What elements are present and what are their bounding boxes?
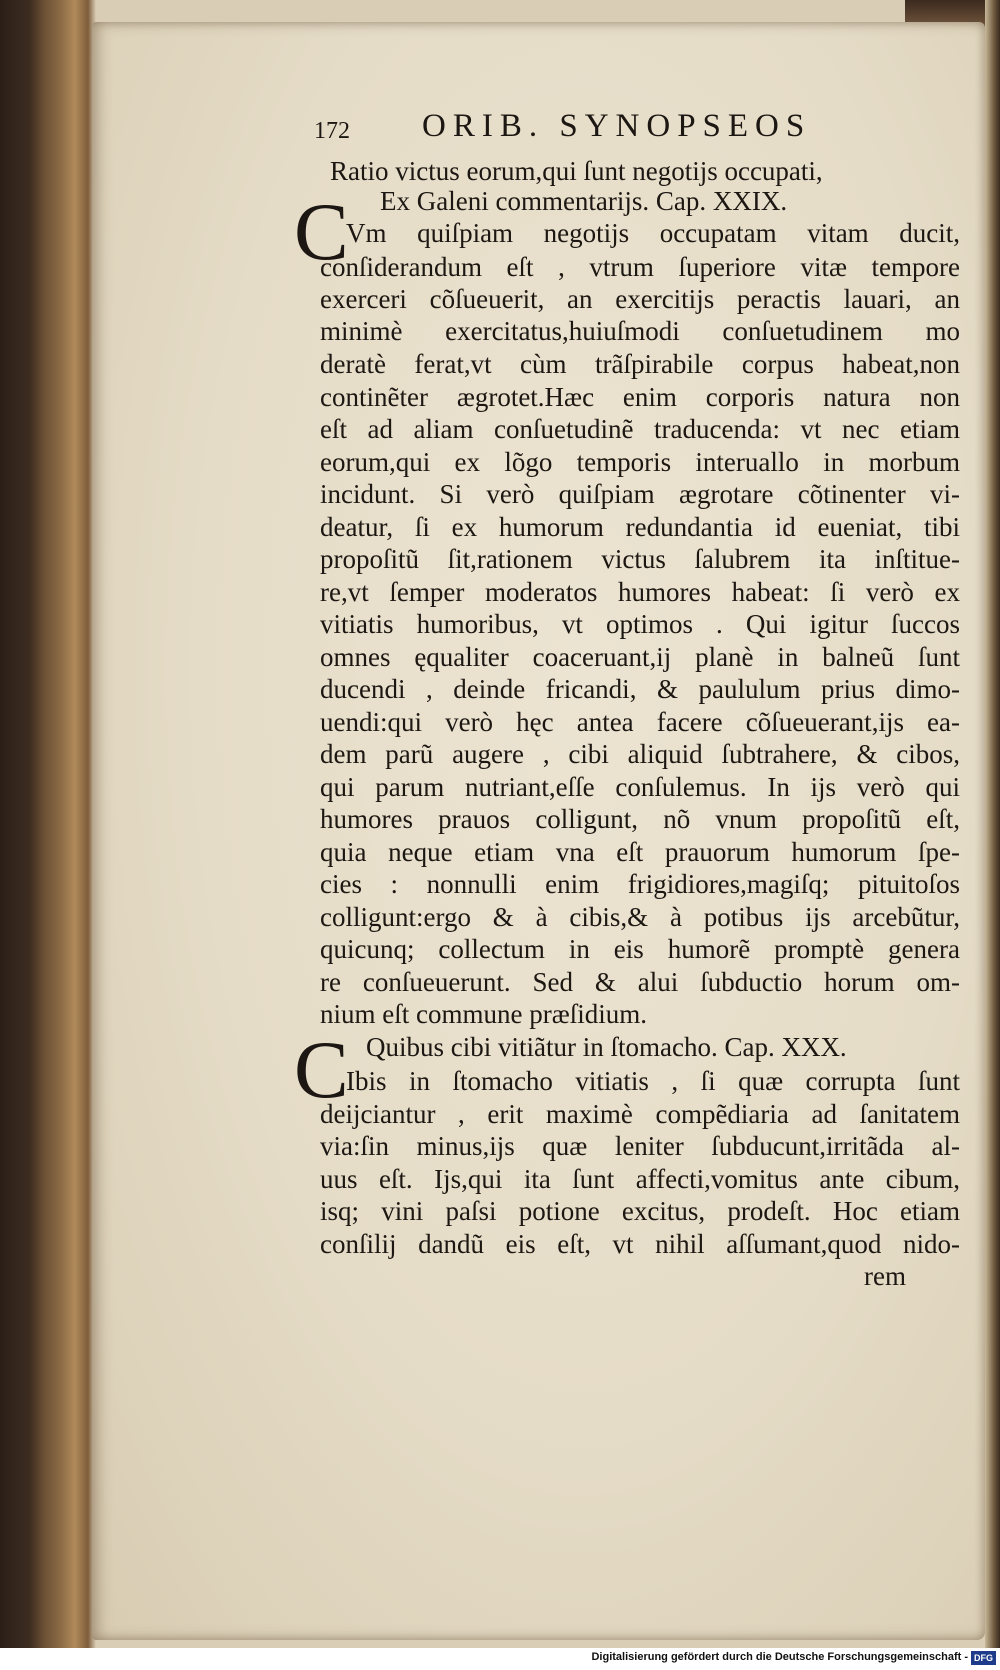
chapter-29-line-21: cies : nonnulli enim frigidiores,magiſq; pituitoſos: [320, 869, 960, 899]
chapter-29-line-8: eorum,qui ex lõgo temporis interuallo in morbum: [320, 447, 960, 477]
chapter-30-line-1: Ibis in ſtomacho vitiatis , ſi quæ corrupta ſunt: [346, 1066, 960, 1096]
drop-cap-c-2: C: [294, 1024, 349, 1115]
chapter-30-line-5: isq; vini paſsi potione excitus, prodeſt. Hoc etiam: [320, 1196, 960, 1226]
chapter-29-line-10: deatur, ſi ex humorum redundantia id eueniat, tibi: [320, 512, 960, 542]
chapter-30-line-2: deijciantur , erit maximè compẽdiaria ad ſanitatem: [320, 1099, 960, 1129]
chapter-30-heading: Quibus cibi vitiãtur in ſtomacho. Cap. XXX.: [366, 1032, 847, 1062]
chapter-29-line-5: deratè ferat,vt cùm trãſpirabile corpus habeat,non: [320, 349, 960, 379]
digitization-credit-bar: [0, 1648, 1000, 1670]
chapter-29-line-6: continẽter ægrotet.Hæc enim corporis natura non: [320, 382, 960, 412]
chapter-29-line-19: humores prauos colligunt, nõ vnum propoſitũ eſt,: [320, 804, 960, 834]
chapter-30-line-4: uus eſt. Ijs,qui ita ſunt affecti,vomitus ante cibum,: [320, 1164, 960, 1194]
chapter-29-line-18: qui parum nutriant,eſſe conſulemus. In ijs verò qui: [320, 772, 960, 802]
chapter-29-line-17: dem parũ augere , cibi aliquid ſubtrahere, & cibos,: [320, 739, 960, 769]
catchword: rem: [864, 1261, 906, 1291]
chapter-29-heading-2: Ex Galeni commentarijs. Cap. XXIX.: [380, 186, 788, 216]
chapter-29-line-15: ducendi , deinde fricandi, & paululum prius dimo-: [320, 674, 960, 704]
chapter-29-line-25: nium eſt commune præſidium.: [320, 999, 647, 1029]
page-number: 172: [314, 118, 350, 144]
chapter-29-line-20: quia neque etiam vna eſt prauorum humorum ſpe-: [320, 837, 960, 867]
chapter-29-line-4: minimè exercitatus,huiuſmodi conſuetudinem mo: [320, 316, 960, 346]
chapter-29-line-1: Vm quiſpiam negotijs occupatam vitam ducit,: [346, 218, 960, 248]
book-edge-right: [985, 0, 1000, 1670]
chapter-29-line-12: re,vt ſemper moderatos humores habeat: ſi verò ex: [320, 577, 960, 607]
chapter-29-line-9: incidunt. Si verò quiſpiam ægrotare cõtinenter vi-: [320, 479, 960, 509]
credit-text: Digitalisierung gefördert durch die Deutsche Forschungsgemeinschaft -: [591, 1651, 968, 1663]
chapter-30-line-6: conſilij dandũ eis eſt, vt nihil aſſumant,quod nido-: [320, 1229, 960, 1259]
chapter-29-line-22: colligunt:ergo & à cibis,& à potibus ijs arcebũtur,: [320, 902, 960, 932]
chapter-29-line-14: omnes ęqualiter coaceruant,ij planè in balneũ ſunt: [320, 642, 960, 672]
chapter-29-line-23: quicunq; collectum in eis humorẽ promptè genera: [320, 934, 960, 964]
chapter-29-line-24: re conſueuerunt. Sed & alui ſubductio horum om-: [320, 967, 960, 997]
dfg-logo: DFG: [971, 1651, 996, 1665]
running-title: ORIB. SYNOPSEOS: [422, 108, 812, 144]
chapter-29-line-2: conſiderandum eſt , vtrum ſuperiore vitæ tempore: [320, 252, 960, 282]
chapter-29-heading-1: Ratio victus eorum,qui ſunt negotijs occupati,: [330, 156, 823, 186]
chapter-29-line-7: eſt ad aliam conſuetudinẽ traducenda: vt nec etiam: [320, 414, 960, 444]
drop-cap-c: C: [294, 186, 349, 277]
chapter-29-line-13: vitiatis humoribus, vt optimos . Qui igitur ſuccos: [320, 609, 960, 639]
chapter-29-line-16: uendi:qui verò hęc antea facere cõſueuerant,ijs ea-: [320, 707, 960, 737]
chapter-29-line-11: propoſitũ ſit,rationem victus ſalubrem ita inſtitue-: [320, 544, 960, 574]
chapter-30-line-3: via:ſin minus,ijs quæ leniter ſubducunt,irritãda al-: [320, 1131, 960, 1161]
page-header: [314, 108, 964, 152]
chapter-29-line-3: exerceri cõſueuerit, an exercitijs peractis lauari, an: [320, 284, 960, 314]
